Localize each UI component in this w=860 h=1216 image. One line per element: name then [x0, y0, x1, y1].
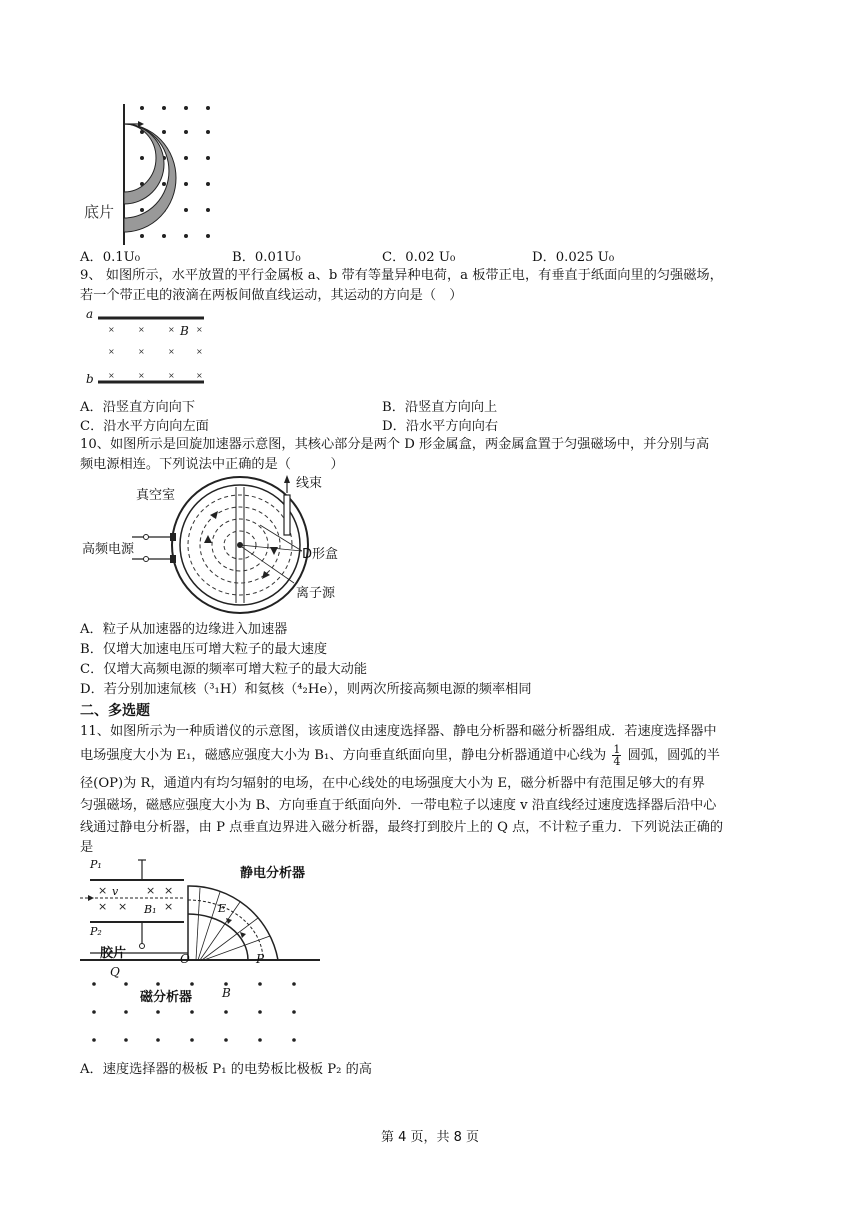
q9-plate-b-label: b	[86, 372, 94, 386]
q9-option-c: C．沿水平方向向左面	[80, 419, 209, 434]
q11-text-line5: 线通过静电分析器，由 P 点垂直边界进入磁分析器，最终打到胶片上的 Q 点，不计粒子重力．下列说法正确的	[80, 820, 724, 835]
q9-text-line1: 9、 如图所示，水平放置的平行金属板 a、b 带有等量异种电荷，a 板带正电，有垂直于纸面向里的匀强磁场，	[80, 268, 723, 283]
page-footer: 第 4 页，共 8 页	[380, 1130, 480, 1145]
q11-text-line1: 11、如图所示为一种质谱仪的示意图，该质谱仪由速度选择器、静电分析器和磁分析器组成．若速度选择器中	[80, 724, 717, 739]
svg-text:×: ×	[108, 325, 115, 334]
q8-film-label: 底片	[84, 203, 115, 221]
q8-figure-svg	[80, 100, 230, 245]
svg-text:×: ×	[138, 347, 145, 356]
q10-option-b: B．仅增大加速电压可增大粒子的最大速度	[80, 642, 328, 657]
q8-option-d: D．0.025 U₀	[532, 250, 615, 265]
svg-text:×: ×	[164, 900, 174, 913]
q8-figure	[80, 100, 230, 245]
q9-plate-a-label: a	[86, 307, 94, 321]
q11-p2-label: P₂	[90, 925, 102, 938]
svg-text:×: ×	[138, 325, 145, 334]
q11-o-label: O	[180, 952, 190, 966]
q11-fraction-numerator: 1	[613, 743, 621, 756]
q11-b1-label: B₁	[144, 903, 157, 916]
svg-text:×: ×	[164, 884, 174, 897]
q9-option-d: D．沿水平方向向右	[382, 419, 499, 434]
svg-text:×: ×	[168, 371, 175, 380]
q11-fraction-denominator: 4	[613, 755, 621, 768]
svg-text:×: ×	[168, 347, 175, 356]
q8-option-b: B．0.01U₀	[232, 250, 301, 265]
q10-option-a: A．粒子从加速器的边缘进入加速器	[80, 622, 288, 637]
svg-text:×: ×	[168, 325, 175, 334]
q10-beam-label: 线束	[296, 476, 323, 491]
svg-text:×: ×	[196, 371, 203, 380]
svg-text:×: ×	[98, 884, 108, 897]
q11-q-label: Q	[110, 965, 120, 979]
q11-option-a: A．速度选择器的极板 P₁ 的电势板比极板 P₂ 的高	[80, 1062, 372, 1077]
q11-text-line2	[80, 744, 720, 767]
svg-text:×: ×	[98, 900, 108, 913]
q9-figure-svg	[80, 310, 210, 390]
q8-option-a: A．0.1U₀	[80, 250, 141, 265]
q11-quarter-fraction	[612, 744, 621, 767]
q10-dbox-label: D形盒	[302, 547, 339, 562]
q11-film-label: 胶片	[100, 946, 127, 961]
q10-source-label: 离子源	[296, 586, 336, 601]
q11-msa-label: 磁分析器	[140, 990, 193, 1005]
q11-text-line4: 匀强磁场，磁感应强度大小为 B、方向垂直于纸面向外．一带电粒子以速度 v 沿直线经过速度选择器后沿中心	[80, 798, 717, 813]
q9-field-b-label: B	[180, 324, 189, 338]
q11-esa-label: 静电分析器	[240, 866, 306, 881]
q11-text-line2b: 圆弧，圆弧的半	[627, 748, 720, 763]
svg-text:×: ×	[138, 371, 145, 380]
q11-text-line2a: 电场强度大小为 E₁，磁感应强度大小为 B₁、方向垂直纸面向里，静电分析器通道中心线为	[80, 748, 607, 763]
q10-power-label: 高频电源	[82, 542, 135, 557]
q9-option-a: A．沿竖直方向向下	[80, 400, 196, 415]
q10-option-d: D．若分别加速氚核（³₁H）和氦核（⁴₂He），则两次所接高频电源的频率相同	[80, 682, 532, 697]
q10-text-line1: 10、如图所示是回旋加速器示意图，其核心部分是两个 D 形金属盒，两金属盒置于匀强磁场中，并分别与高	[80, 437, 710, 452]
svg-text:×: ×	[118, 900, 128, 913]
q9-text-line2: 若一个带正电的液滴在两板间做直线运动，其运动的方向是（ ）	[80, 288, 463, 303]
svg-text:×: ×	[108, 347, 115, 356]
section-multi-choice-heading: 二、多选题	[80, 703, 150, 719]
q11-b-label: B	[222, 986, 231, 1000]
q8-option-c: C．0.02 U₀	[382, 250, 456, 265]
q11-e-label: E	[218, 902, 227, 915]
q11-p-label: P	[256, 952, 265, 966]
svg-text:×: ×	[196, 347, 203, 356]
svg-text:×: ×	[108, 371, 115, 380]
q11-p1-label: P₁	[90, 858, 102, 871]
q11-text-line3: 径(OP)为 R，通道内有均匀辐射的电场，在中心线处的电场强度大小为 E，磁分析器中有范围足够大的有界	[80, 776, 705, 791]
q10-text-line2: 频电源相连。下列说法中正确的是（ ）	[80, 457, 344, 472]
svg-text:×: ×	[146, 884, 156, 897]
svg-text:×: ×	[196, 325, 203, 334]
q9-option-b: B．沿竖直方向向上	[382, 400, 498, 415]
q10-option-c: C．仅增大高频电源的频率可增大粒子的最大动能	[80, 662, 368, 677]
q10-vacuum-label: 真空室	[136, 488, 176, 503]
q11-v-label: v	[112, 885, 119, 898]
q11-text-line6: 是	[80, 840, 94, 855]
q9-figure	[80, 310, 210, 390]
